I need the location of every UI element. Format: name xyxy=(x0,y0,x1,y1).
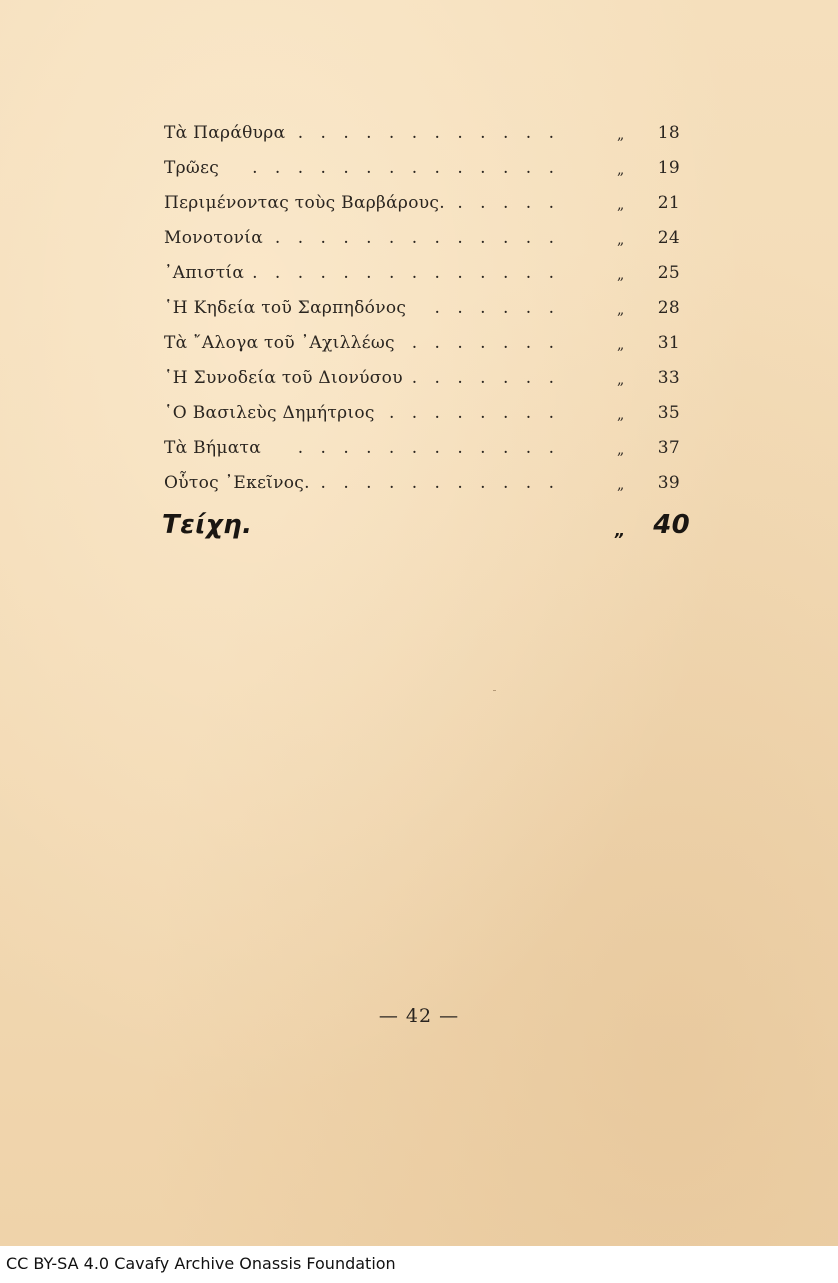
toc-entry xyxy=(160,396,690,431)
toc-entry xyxy=(160,291,690,326)
dot-leader: . . . . . . . . . . . xyxy=(320,473,560,493)
toc-entry-title: Τὰ ῎Αλογα τοῦ ᾿Αχιλλέως xyxy=(164,333,395,353)
toc-entry-title: Τὰ Βήματα xyxy=(164,438,262,458)
toc-entry-page: 21 xyxy=(657,193,680,213)
toc-entry-title: ᾿Απιστία xyxy=(164,263,245,283)
ditto-mark: „ xyxy=(617,232,625,248)
toc-entry-page: 18 xyxy=(657,123,680,143)
toc-entry-page: 37 xyxy=(657,438,680,458)
toc-entry xyxy=(160,326,690,361)
toc-entry-title: ῾Ο Βασιλεὺς Δημήτριος xyxy=(164,403,375,423)
ditto-mark: „ xyxy=(617,267,625,283)
toc-entry xyxy=(160,466,690,501)
toc-entry-title: Τὰ Παράθυρα xyxy=(164,123,286,143)
handwritten-toc-entry xyxy=(160,501,690,549)
ditto-mark: „ xyxy=(617,407,625,423)
handwritten-entry-title: Τείχη. xyxy=(162,510,253,540)
toc-entry-page: 19 xyxy=(657,158,680,178)
toc-entry-page: 31 xyxy=(657,333,680,353)
dot-leader: . . . . . . . . xyxy=(388,403,560,423)
dot-leader: . . . . . . xyxy=(434,298,560,318)
toc-entry-page: 28 xyxy=(657,298,680,318)
dot-leader: . . . . . xyxy=(457,193,560,213)
toc-entry-page: 24 xyxy=(657,228,680,248)
ditto-mark: „ xyxy=(617,162,625,178)
table-of-contents xyxy=(160,116,690,549)
toc-entry-page: 35 xyxy=(657,403,680,423)
dot-leader: . . . . . . . . . . . . xyxy=(297,438,560,458)
dot-leader: . . . . . . . . . . . . . . xyxy=(252,158,560,178)
handwritten-entry-page: 40 xyxy=(653,510,690,540)
toc-entry-title: Τρῶες xyxy=(164,158,220,178)
page-number: — 42 — xyxy=(378,1005,460,1027)
ditto-mark: „ xyxy=(617,337,625,353)
toc-entry-title: Περιμένοντας τοὺς Βαρβάρους. xyxy=(164,193,445,213)
ditto-mark: „ xyxy=(617,477,625,493)
toc-entry-page: 39 xyxy=(657,473,680,493)
toc-entry xyxy=(160,186,690,221)
toc-entry xyxy=(160,361,690,396)
ditto-mark: „ xyxy=(617,197,625,213)
toc-entry-title: Μονοτονία xyxy=(164,228,264,248)
toc-entry xyxy=(160,221,690,256)
handwritten-ditto-mark: „ xyxy=(615,521,626,540)
dot-leader: . . . . . . . . . . . . . . xyxy=(252,263,560,283)
credit-bar xyxy=(0,1246,838,1283)
toc-entry-title: Οὗτος ᾿Εκεῖνος. xyxy=(164,473,310,493)
paper-speck xyxy=(493,690,496,691)
dot-leader: . . . . . . . xyxy=(411,333,560,353)
toc-entry xyxy=(160,256,690,291)
dot-leader: . . . . . . . . . . . . xyxy=(297,123,560,143)
toc-entry-page: 33 xyxy=(657,368,680,388)
toc-entry xyxy=(160,151,690,186)
dot-leader: . . . . . . . . . . . . . xyxy=(274,228,560,248)
dot-leader: . . . . . . . xyxy=(411,368,560,388)
ditto-mark: „ xyxy=(617,372,625,388)
ditto-mark: „ xyxy=(617,442,625,458)
ditto-mark: „ xyxy=(617,302,625,318)
toc-entry-title: ῾Η Κηδεία τοῦ Σαρπηδόνος xyxy=(164,298,407,318)
ditto-mark: „ xyxy=(617,127,625,143)
toc-entry-page: 25 xyxy=(657,263,680,283)
credit-text: CC BY-SA 4.0 Cavafy Archive Onassis Foundation xyxy=(6,1254,396,1273)
toc-entry xyxy=(160,116,690,151)
toc-entry-title: ῾Η Συνοδεία τοῦ Διονύσου xyxy=(164,368,403,388)
toc-entry xyxy=(160,431,690,466)
